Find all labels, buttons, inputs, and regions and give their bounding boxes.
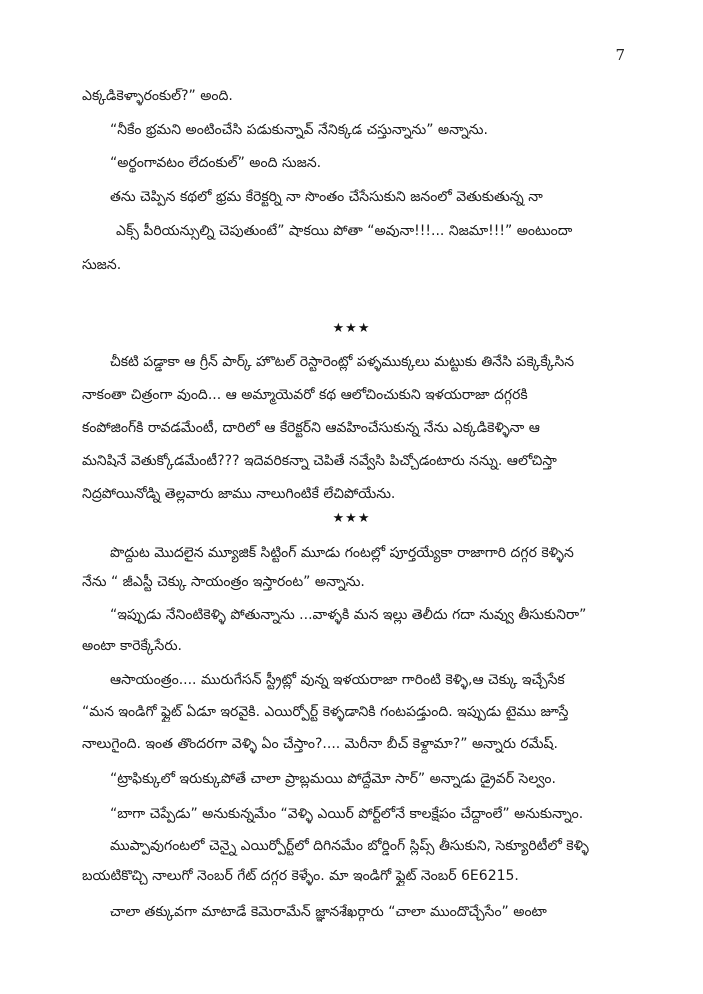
paragraph-line: “బాగా చెప్పేడు” అనుకున్నమేం “వెళ్ళి ఎయిర్ పోర్ట్‌లోనే కాలక్షేపం చేద్దాంలే” అనుకున్నాం. — [110, 806, 584, 822]
paragraph-line: “మన ఇండిగో ఫ్లైట్ ఏడూ ఇరవైకి. ఎయిర్పోర్ట్ కెళ్ళడానికి గంటపడ్తుంది. ఇప్పుడు టైము జూస్తే — [82, 704, 569, 720]
paragraph-line: నిద్రపోయినోడ్ని తెల్లవారు జాము నాలుగింటికే లేచిపోయేను. — [82, 486, 396, 502]
paragraph-line: బయటికొచ్చి నాలుగో నెంబర్ గేట్ దగ్గర కెళ్ళేం. మా ఇండిగో ఫ్లైట్ నెంబర్ 6E6215. — [82, 868, 519, 884]
paragraph-line: సుజన. — [82, 257, 122, 273]
paragraph-line: మనిషినే వెతుక్కోడమేంటీ??? ఇదెవరికన్నా చెపితే నవ్వేసి పిచ్చోడంటారు నన్ను. ఆలోచిస్తా — [82, 453, 557, 469]
section-separator: ★★★ — [332, 511, 371, 526]
paragraph-line: నాకంతా చిత్రంగా వుంది... ఆ అమ్మాయెవరో కథ ఆలోచించుకుని ఇళయరాజా దగ్గరకి — [82, 387, 528, 403]
paragraph-line: ఎక్కడికెళ్ళారంకుల్?” అంది. — [82, 88, 233, 104]
paragraph-line: కంపోజింగ్‌కి రావడమేంటీ, దారిలో ఆ కేరెక్టర్‌ని ఆవహించేసుకున్న నేను ఎక్కడికెళ్ళినా ఆ — [82, 420, 540, 436]
paragraph-line: ఎక్స్ పీరియన్సుల్ని చెపుతుంటే” షాకయి పోతా “అవునా!!!... నిజమా!!!” అంటుందా — [116, 223, 573, 239]
paragraph-line: “నీకేం భ్రమని అంటించేసి పడుకున్నావ్ నేనిక్కడ చస్తున్నాను” అన్నాను. — [110, 122, 488, 138]
paragraph-line: చాలా తక్కువగా మాటాడే కెమెరామేన్ జ్ఞానశేఖర్గారు “చాలా ముందొచ్చేసేం” అంటా — [110, 904, 547, 920]
section-separator: ★★★ — [332, 321, 371, 336]
paragraph-line: అంటా కారెక్కేసేరు. — [82, 638, 182, 654]
page-number: 7 — [615, 46, 625, 64]
paragraph-line: “అర్థంగావటం లేదంకుల్” అంది సుజన. — [110, 155, 322, 171]
paragraph-line: పొద్దుట మొదలైన మ్యూజిక్ సిట్టింగ్ మూడు గంటల్లో పూర్తయ్యేకా రాజాగారి దగ్గర కెళ్ళిన — [110, 545, 574, 561]
paragraph-line: నాలుగైంది. ఇంత తొందరగా వెళ్ళి ఏం చేస్తాం?.... మెరీనా బీచ్ కెళ్దామా?” అన్నారు రమేష్. — [82, 736, 558, 752]
paragraph-line: చీకటి పడ్డాకా ఆ గ్రీన్ పార్క్ హొటల్ రెస్టారెంట్లో పళ్ళముక్కలు మట్టుకు తినేసి పక్కెక్కేసిన — [110, 354, 575, 370]
paragraph-line: “ఇప్పుడు నేనింటికెళ్ళి పోతున్నాను ...వాళ్ళకి మన ఇల్లు తెలీదు గదా నువ్వు తీసుకునిరా” — [110, 607, 587, 623]
paragraph-line: తను చెప్పిన కథలో భ్రమ కేరెక్టర్ని నా సొంతం చేసేసుకుని జనంలో వెతుకుతున్న నా — [110, 189, 543, 205]
paragraph-line: నేను “ జీఎస్టీ చెక్కు సాయంత్రం ఇస్తారంట” అన్నాను. — [82, 574, 365, 590]
paragraph-line: ఆసాయంత్రం.... మురుగేసన్ స్ట్రీట్లో వున్న ఇళయరాజా గారింటి కెళ్ళి,ఆ చెక్కు ఇచ్చేసేక — [110, 672, 565, 688]
paragraph-line: ముప్పావుగంటలో చెన్నై ఎయిర్పోర్ట్‌లో దిగినమేం బోర్డింగ్ స్లిప్స్ తీసుకుని, సెక్యూరిటీలో కెళ్ళి — [110, 838, 589, 854]
paragraph-line: “ట్రాఫిక్కులో ఇరుక్కుపోతే చాలా ప్రాబ్లమయి పోద్దేమో సార్” అన్నాడు డ్రైవర్ సెల్వం. — [110, 771, 556, 787]
